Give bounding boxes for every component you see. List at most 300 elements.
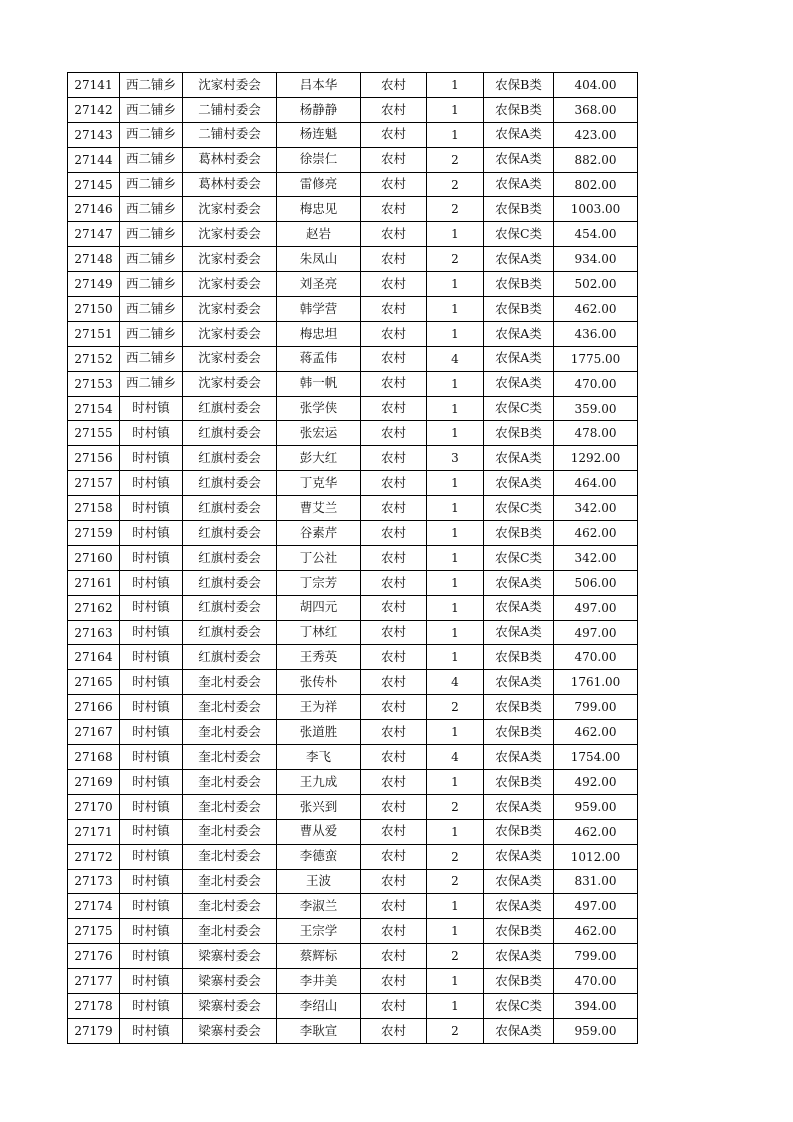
area-type-cell: 农村 bbox=[361, 919, 427, 944]
household-count-cell: 2 bbox=[427, 247, 484, 272]
name-cell: 梅忠坦 bbox=[277, 321, 361, 346]
village-committee-cell: 红旗村委会 bbox=[183, 620, 277, 645]
serial-number-cell: 27159 bbox=[68, 521, 120, 546]
amount-cell: 497.00 bbox=[554, 595, 638, 620]
household-count-cell: 1 bbox=[427, 969, 484, 994]
insurance-category-cell: 农保A类 bbox=[484, 745, 554, 770]
area-type-cell: 农村 bbox=[361, 247, 427, 272]
name-cell: 李飞 bbox=[277, 745, 361, 770]
area-type-cell: 农村 bbox=[361, 471, 427, 496]
serial-number-cell: 27169 bbox=[68, 769, 120, 794]
name-cell: 韩一帆 bbox=[277, 371, 361, 396]
village-committee-cell: 二铺村委会 bbox=[183, 97, 277, 122]
township-cell: 时村镇 bbox=[120, 844, 183, 869]
township-cell: 西二铺乡 bbox=[120, 122, 183, 147]
household-count-cell: 2 bbox=[427, 1018, 484, 1043]
insurance-category-cell: 农保A类 bbox=[484, 944, 554, 969]
serial-number-cell: 27170 bbox=[68, 794, 120, 819]
village-committee-cell: 红旗村委会 bbox=[183, 471, 277, 496]
serial-number-cell: 27164 bbox=[68, 645, 120, 670]
table-row bbox=[68, 297, 638, 322]
insurance-category-cell: 农保B类 bbox=[484, 521, 554, 546]
table-row bbox=[68, 769, 638, 794]
record-table bbox=[67, 72, 638, 1044]
amount-cell: 492.00 bbox=[554, 769, 638, 794]
table-row bbox=[68, 620, 638, 645]
township-cell: 时村镇 bbox=[120, 944, 183, 969]
area-type-cell: 农村 bbox=[361, 620, 427, 645]
area-type-cell: 农村 bbox=[361, 346, 427, 371]
township-cell: 时村镇 bbox=[120, 720, 183, 745]
serial-number-cell: 27179 bbox=[68, 1018, 120, 1043]
village-committee-cell: 葛林村委会 bbox=[183, 172, 277, 197]
village-committee-cell: 红旗村委会 bbox=[183, 421, 277, 446]
household-count-cell: 2 bbox=[427, 172, 484, 197]
table-row bbox=[68, 595, 638, 620]
village-committee-cell: 红旗村委会 bbox=[183, 545, 277, 570]
village-committee-cell: 奎北村委会 bbox=[183, 844, 277, 869]
table-row bbox=[68, 645, 638, 670]
household-count-cell: 1 bbox=[427, 894, 484, 919]
township-cell: 时村镇 bbox=[120, 471, 183, 496]
table-row bbox=[68, 944, 638, 969]
serial-number-cell: 27152 bbox=[68, 346, 120, 371]
household-count-cell: 1 bbox=[427, 222, 484, 247]
household-count-cell: 3 bbox=[427, 446, 484, 471]
amount-cell: 959.00 bbox=[554, 1018, 638, 1043]
serial-number-cell: 27176 bbox=[68, 944, 120, 969]
name-cell: 张传朴 bbox=[277, 670, 361, 695]
area-type-cell: 农村 bbox=[361, 122, 427, 147]
name-cell: 彭大红 bbox=[277, 446, 361, 471]
village-committee-cell: 沈家村委会 bbox=[183, 321, 277, 346]
serial-number-cell: 27153 bbox=[68, 371, 120, 396]
area-type-cell: 农村 bbox=[361, 944, 427, 969]
amount-cell: 959.00 bbox=[554, 794, 638, 819]
area-type-cell: 农村 bbox=[361, 172, 427, 197]
table-row bbox=[68, 172, 638, 197]
table-row bbox=[68, 446, 638, 471]
name-cell: 王九成 bbox=[277, 769, 361, 794]
serial-number-cell: 27151 bbox=[68, 321, 120, 346]
village-committee-cell: 沈家村委会 bbox=[183, 297, 277, 322]
village-committee-cell: 奎北村委会 bbox=[183, 745, 277, 770]
name-cell: 曹艾兰 bbox=[277, 496, 361, 521]
village-committee-cell: 沈家村委会 bbox=[183, 247, 277, 272]
area-type-cell: 农村 bbox=[361, 794, 427, 819]
insurance-category-cell: 农保A类 bbox=[484, 620, 554, 645]
insurance-category-cell: 农保B类 bbox=[484, 695, 554, 720]
table-row bbox=[68, 222, 638, 247]
name-cell: 李德蛮 bbox=[277, 844, 361, 869]
township-cell: 时村镇 bbox=[120, 421, 183, 446]
serial-number-cell: 27167 bbox=[68, 720, 120, 745]
table-row bbox=[68, 371, 638, 396]
area-type-cell: 农村 bbox=[361, 1018, 427, 1043]
area-type-cell: 农村 bbox=[361, 321, 427, 346]
area-type-cell: 农村 bbox=[361, 147, 427, 172]
serial-number-cell: 27154 bbox=[68, 396, 120, 421]
insurance-category-cell: 农保C类 bbox=[484, 396, 554, 421]
village-committee-cell: 沈家村委会 bbox=[183, 222, 277, 247]
table-row bbox=[68, 720, 638, 745]
area-type-cell: 农村 bbox=[361, 645, 427, 670]
household-count-cell: 2 bbox=[427, 794, 484, 819]
amount-cell: 1754.00 bbox=[554, 745, 638, 770]
table-row bbox=[68, 97, 638, 122]
serial-number-cell: 27155 bbox=[68, 421, 120, 446]
insurance-category-cell: 农保B类 bbox=[484, 421, 554, 446]
township-cell: 西二铺乡 bbox=[120, 222, 183, 247]
serial-number-cell: 27144 bbox=[68, 147, 120, 172]
amount-cell: 470.00 bbox=[554, 969, 638, 994]
name-cell: 王宗学 bbox=[277, 919, 361, 944]
village-committee-cell: 奎北村委会 bbox=[183, 819, 277, 844]
name-cell: 丁林红 bbox=[277, 620, 361, 645]
village-committee-cell: 奎北村委会 bbox=[183, 894, 277, 919]
amount-cell: 470.00 bbox=[554, 371, 638, 396]
household-count-cell: 1 bbox=[427, 521, 484, 546]
township-cell: 西二铺乡 bbox=[120, 371, 183, 396]
insurance-category-cell: 农保B类 bbox=[484, 197, 554, 222]
serial-number-cell: 27173 bbox=[68, 869, 120, 894]
name-cell: 曹从爱 bbox=[277, 819, 361, 844]
village-committee-cell: 梁寨村委会 bbox=[183, 969, 277, 994]
amount-cell: 502.00 bbox=[554, 272, 638, 297]
table-row bbox=[68, 147, 638, 172]
township-cell: 西二铺乡 bbox=[120, 73, 183, 98]
village-committee-cell: 奎北村委会 bbox=[183, 919, 277, 944]
village-committee-cell: 红旗村委会 bbox=[183, 645, 277, 670]
household-count-cell: 4 bbox=[427, 346, 484, 371]
insurance-category-cell: 农保A类 bbox=[484, 172, 554, 197]
township-cell: 时村镇 bbox=[120, 769, 183, 794]
household-count-cell: 1 bbox=[427, 97, 484, 122]
household-count-cell: 4 bbox=[427, 745, 484, 770]
insurance-category-cell: 农保B类 bbox=[484, 73, 554, 98]
serial-number-cell: 27157 bbox=[68, 471, 120, 496]
amount-cell: 462.00 bbox=[554, 720, 638, 745]
table-row bbox=[68, 969, 638, 994]
township-cell: 时村镇 bbox=[120, 620, 183, 645]
area-type-cell: 农村 bbox=[361, 521, 427, 546]
township-cell: 时村镇 bbox=[120, 869, 183, 894]
area-type-cell: 农村 bbox=[361, 421, 427, 446]
township-cell: 时村镇 bbox=[120, 695, 183, 720]
insurance-category-cell: 农保A类 bbox=[484, 122, 554, 147]
township-cell: 时村镇 bbox=[120, 396, 183, 421]
serial-number-cell: 27165 bbox=[68, 670, 120, 695]
serial-number-cell: 27142 bbox=[68, 97, 120, 122]
amount-cell: 497.00 bbox=[554, 894, 638, 919]
insurance-category-cell: 农保A类 bbox=[484, 844, 554, 869]
area-type-cell: 农村 bbox=[361, 595, 427, 620]
table-row bbox=[68, 670, 638, 695]
village-committee-cell: 奎北村委会 bbox=[183, 769, 277, 794]
insurance-category-cell: 农保C类 bbox=[484, 496, 554, 521]
table-row bbox=[68, 570, 638, 595]
amount-cell: 497.00 bbox=[554, 620, 638, 645]
township-cell: 时村镇 bbox=[120, 670, 183, 695]
insurance-category-cell: 农保C类 bbox=[484, 993, 554, 1018]
township-cell: 时村镇 bbox=[120, 819, 183, 844]
area-type-cell: 农村 bbox=[361, 570, 427, 595]
area-type-cell: 农村 bbox=[361, 844, 427, 869]
amount-cell: 462.00 bbox=[554, 521, 638, 546]
insurance-category-cell: 农保A类 bbox=[484, 794, 554, 819]
name-cell: 张宏运 bbox=[277, 421, 361, 446]
name-cell: 杨连魁 bbox=[277, 122, 361, 147]
household-count-cell: 2 bbox=[427, 147, 484, 172]
household-count-cell: 2 bbox=[427, 944, 484, 969]
household-count-cell: 1 bbox=[427, 769, 484, 794]
village-committee-cell: 沈家村委会 bbox=[183, 197, 277, 222]
area-type-cell: 农村 bbox=[361, 222, 427, 247]
household-count-cell: 1 bbox=[427, 371, 484, 396]
village-committee-cell: 沈家村委会 bbox=[183, 73, 277, 98]
serial-number-cell: 27178 bbox=[68, 993, 120, 1018]
village-committee-cell: 红旗村委会 bbox=[183, 396, 277, 421]
serial-number-cell: 27141 bbox=[68, 73, 120, 98]
name-cell: 蒋孟伟 bbox=[277, 346, 361, 371]
amount-cell: 342.00 bbox=[554, 496, 638, 521]
household-count-cell: 1 bbox=[427, 819, 484, 844]
township-cell: 西二铺乡 bbox=[120, 346, 183, 371]
area-type-cell: 农村 bbox=[361, 670, 427, 695]
township-cell: 西二铺乡 bbox=[120, 272, 183, 297]
table-row bbox=[68, 73, 638, 98]
serial-number-cell: 27156 bbox=[68, 446, 120, 471]
insurance-category-cell: 农保A类 bbox=[484, 446, 554, 471]
insurance-category-cell: 农保A类 bbox=[484, 147, 554, 172]
area-type-cell: 农村 bbox=[361, 894, 427, 919]
insurance-category-cell: 农保B类 bbox=[484, 919, 554, 944]
amount-cell: 882.00 bbox=[554, 147, 638, 172]
amount-cell: 799.00 bbox=[554, 695, 638, 720]
amount-cell: 423.00 bbox=[554, 122, 638, 147]
area-type-cell: 农村 bbox=[361, 73, 427, 98]
village-committee-cell: 红旗村委会 bbox=[183, 496, 277, 521]
insurance-category-cell: 农保A类 bbox=[484, 346, 554, 371]
village-committee-cell: 红旗村委会 bbox=[183, 595, 277, 620]
insurance-category-cell: 农保A类 bbox=[484, 595, 554, 620]
area-type-cell: 农村 bbox=[361, 272, 427, 297]
record-table-body bbox=[68, 73, 638, 1044]
township-cell: 时村镇 bbox=[120, 496, 183, 521]
township-cell: 西二铺乡 bbox=[120, 172, 183, 197]
area-type-cell: 农村 bbox=[361, 869, 427, 894]
serial-number-cell: 27172 bbox=[68, 844, 120, 869]
insurance-category-cell: 农保B类 bbox=[484, 97, 554, 122]
name-cell: 赵岩 bbox=[277, 222, 361, 247]
amount-cell: 436.00 bbox=[554, 321, 638, 346]
village-committee-cell: 沈家村委会 bbox=[183, 346, 277, 371]
insurance-category-cell: 农保B类 bbox=[484, 297, 554, 322]
township-cell: 时村镇 bbox=[120, 446, 183, 471]
insurance-category-cell: 农保B类 bbox=[484, 645, 554, 670]
amount-cell: 464.00 bbox=[554, 471, 638, 496]
amount-cell: 394.00 bbox=[554, 993, 638, 1018]
township-cell: 时村镇 bbox=[120, 595, 183, 620]
township-cell: 时村镇 bbox=[120, 794, 183, 819]
insurance-category-cell: 农保A类 bbox=[484, 321, 554, 346]
household-count-cell: 1 bbox=[427, 645, 484, 670]
table-row bbox=[68, 521, 638, 546]
household-count-cell: 2 bbox=[427, 869, 484, 894]
serial-number-cell: 27175 bbox=[68, 919, 120, 944]
serial-number-cell: 27149 bbox=[68, 272, 120, 297]
insurance-category-cell: 农保B类 bbox=[484, 769, 554, 794]
township-cell: 时村镇 bbox=[120, 645, 183, 670]
township-cell: 西二铺乡 bbox=[120, 247, 183, 272]
serial-number-cell: 27147 bbox=[68, 222, 120, 247]
village-committee-cell: 梁寨村委会 bbox=[183, 993, 277, 1018]
area-type-cell: 农村 bbox=[361, 197, 427, 222]
area-type-cell: 农村 bbox=[361, 745, 427, 770]
amount-cell: 799.00 bbox=[554, 944, 638, 969]
township-cell: 时村镇 bbox=[120, 545, 183, 570]
serial-number-cell: 27163 bbox=[68, 620, 120, 645]
household-count-cell: 1 bbox=[427, 620, 484, 645]
table-row bbox=[68, 1018, 638, 1043]
name-cell: 王波 bbox=[277, 869, 361, 894]
village-committee-cell: 红旗村委会 bbox=[183, 570, 277, 595]
household-count-cell: 1 bbox=[427, 321, 484, 346]
insurance-category-cell: 农保A类 bbox=[484, 670, 554, 695]
table-row bbox=[68, 471, 638, 496]
village-committee-cell: 奎北村委会 bbox=[183, 695, 277, 720]
serial-number-cell: 27166 bbox=[68, 695, 120, 720]
area-type-cell: 农村 bbox=[361, 446, 427, 471]
insurance-category-cell: 农保A类 bbox=[484, 371, 554, 396]
table-row bbox=[68, 545, 638, 570]
insurance-category-cell: 农保B类 bbox=[484, 272, 554, 297]
household-count-cell: 1 bbox=[427, 73, 484, 98]
household-count-cell: 4 bbox=[427, 670, 484, 695]
area-type-cell: 农村 bbox=[361, 97, 427, 122]
household-count-cell: 1 bbox=[427, 993, 484, 1018]
amount-cell: 359.00 bbox=[554, 396, 638, 421]
village-committee-cell: 梁寨村委会 bbox=[183, 944, 277, 969]
serial-number-cell: 27150 bbox=[68, 297, 120, 322]
name-cell: 张道胜 bbox=[277, 720, 361, 745]
name-cell: 梅忠见 bbox=[277, 197, 361, 222]
name-cell: 丁公社 bbox=[277, 545, 361, 570]
township-cell: 西二铺乡 bbox=[120, 147, 183, 172]
village-committee-cell: 奎北村委会 bbox=[183, 869, 277, 894]
village-committee-cell: 沈家村委会 bbox=[183, 272, 277, 297]
area-type-cell: 农村 bbox=[361, 545, 427, 570]
insurance-category-cell: 农保A类 bbox=[484, 894, 554, 919]
table-row bbox=[68, 346, 638, 371]
table-row bbox=[68, 919, 638, 944]
insurance-category-cell: 农保A类 bbox=[484, 247, 554, 272]
amount-cell: 404.00 bbox=[554, 73, 638, 98]
name-cell: 李淑兰 bbox=[277, 894, 361, 919]
insurance-category-cell: 农保A类 bbox=[484, 570, 554, 595]
insurance-category-cell: 农保B类 bbox=[484, 969, 554, 994]
village-committee-cell: 葛林村委会 bbox=[183, 147, 277, 172]
amount-cell: 470.00 bbox=[554, 645, 638, 670]
area-type-cell: 农村 bbox=[361, 769, 427, 794]
amount-cell: 934.00 bbox=[554, 247, 638, 272]
household-count-cell: 2 bbox=[427, 844, 484, 869]
serial-number-cell: 27148 bbox=[68, 247, 120, 272]
name-cell: 徐崇仁 bbox=[277, 147, 361, 172]
household-count-cell: 1 bbox=[427, 471, 484, 496]
amount-cell: 462.00 bbox=[554, 919, 638, 944]
insurance-category-cell: 农保A类 bbox=[484, 1018, 554, 1043]
township-cell: 西二铺乡 bbox=[120, 321, 183, 346]
township-cell: 时村镇 bbox=[120, 521, 183, 546]
amount-cell: 368.00 bbox=[554, 97, 638, 122]
household-count-cell: 1 bbox=[427, 297, 484, 322]
village-committee-cell: 红旗村委会 bbox=[183, 446, 277, 471]
table-row bbox=[68, 794, 638, 819]
area-type-cell: 农村 bbox=[361, 819, 427, 844]
amount-cell: 1003.00 bbox=[554, 197, 638, 222]
insurance-category-cell: 农保C类 bbox=[484, 545, 554, 570]
table-row bbox=[68, 869, 638, 894]
village-committee-cell: 奎北村委会 bbox=[183, 794, 277, 819]
name-cell: 刘圣亮 bbox=[277, 272, 361, 297]
village-committee-cell: 沈家村委会 bbox=[183, 371, 277, 396]
table-row bbox=[68, 894, 638, 919]
name-cell: 李绍山 bbox=[277, 993, 361, 1018]
table-row bbox=[68, 197, 638, 222]
village-committee-cell: 二铺村委会 bbox=[183, 122, 277, 147]
name-cell: 丁宗芳 bbox=[277, 570, 361, 595]
amount-cell: 462.00 bbox=[554, 819, 638, 844]
table-row bbox=[68, 321, 638, 346]
serial-number-cell: 27177 bbox=[68, 969, 120, 994]
amount-cell: 1292.00 bbox=[554, 446, 638, 471]
table-row bbox=[68, 272, 638, 297]
household-count-cell: 1 bbox=[427, 272, 484, 297]
serial-number-cell: 27158 bbox=[68, 496, 120, 521]
area-type-cell: 农村 bbox=[361, 969, 427, 994]
township-cell: 时村镇 bbox=[120, 993, 183, 1018]
name-cell: 张兴到 bbox=[277, 794, 361, 819]
name-cell: 韩学营 bbox=[277, 297, 361, 322]
household-count-cell: 1 bbox=[427, 919, 484, 944]
amount-cell: 506.00 bbox=[554, 570, 638, 595]
name-cell: 雷修亮 bbox=[277, 172, 361, 197]
village-committee-cell: 奎北村委会 bbox=[183, 670, 277, 695]
serial-number-cell: 27162 bbox=[68, 595, 120, 620]
name-cell: 丁克华 bbox=[277, 471, 361, 496]
household-count-cell: 1 bbox=[427, 396, 484, 421]
serial-number-cell: 27145 bbox=[68, 172, 120, 197]
household-count-cell: 1 bbox=[427, 570, 484, 595]
table-row bbox=[68, 396, 638, 421]
name-cell: 谷素芹 bbox=[277, 521, 361, 546]
township-cell: 西二铺乡 bbox=[120, 197, 183, 222]
table-row bbox=[68, 695, 638, 720]
serial-number-cell: 27171 bbox=[68, 819, 120, 844]
name-cell: 朱凤山 bbox=[277, 247, 361, 272]
table-row bbox=[68, 844, 638, 869]
serial-number-cell: 27160 bbox=[68, 545, 120, 570]
name-cell: 王秀英 bbox=[277, 645, 361, 670]
household-count-cell: 1 bbox=[427, 421, 484, 446]
amount-cell: 342.00 bbox=[554, 545, 638, 570]
household-count-cell: 1 bbox=[427, 595, 484, 620]
township-cell: 时村镇 bbox=[120, 570, 183, 595]
township-cell: 时村镇 bbox=[120, 745, 183, 770]
area-type-cell: 农村 bbox=[361, 496, 427, 521]
amount-cell: 802.00 bbox=[554, 172, 638, 197]
